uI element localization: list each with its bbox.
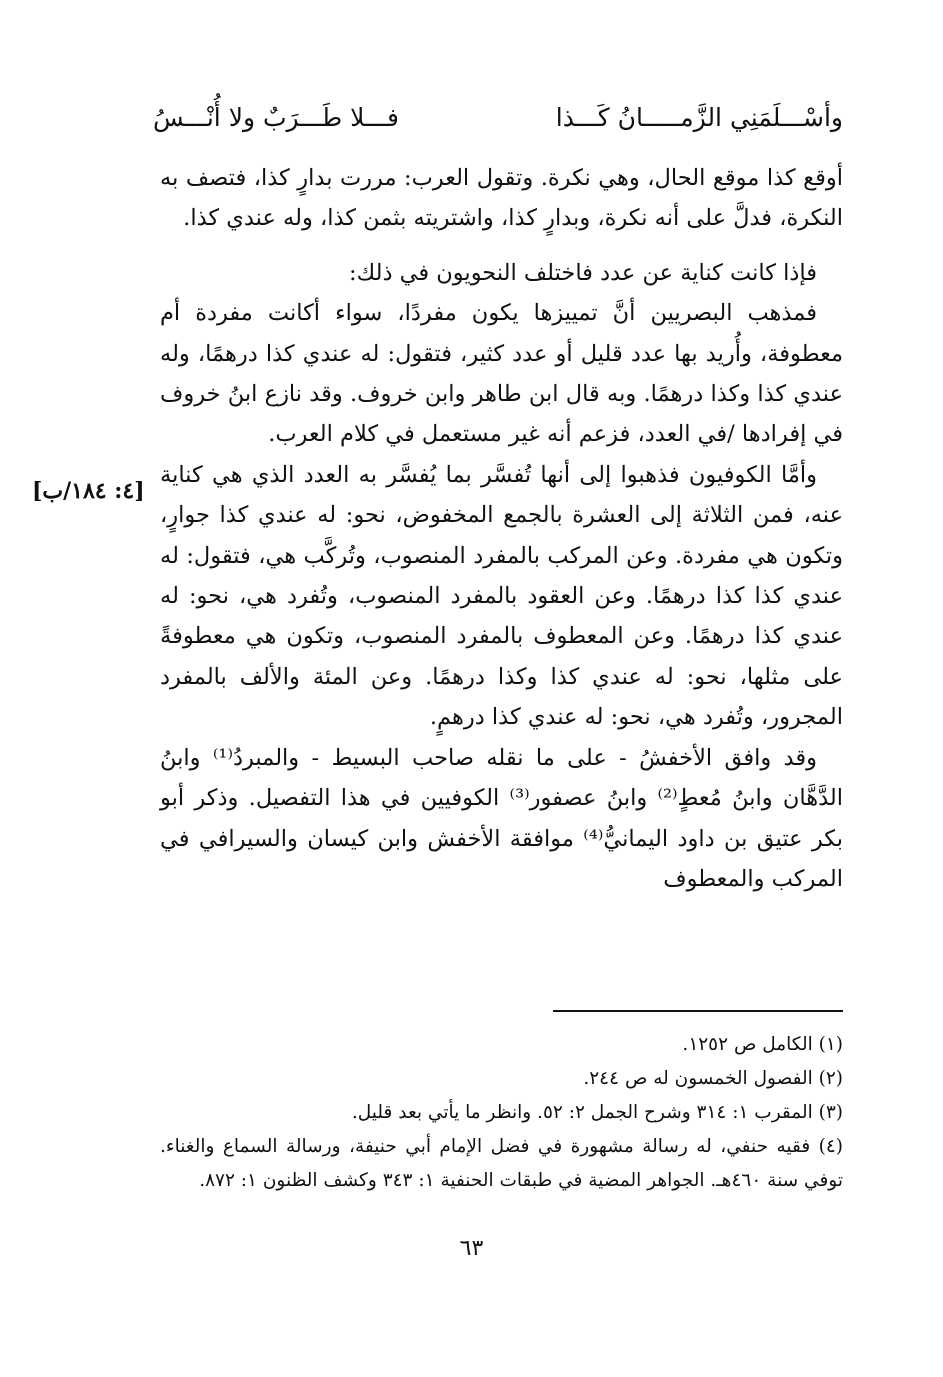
paragraph: وقد وافق الأخفشُ - على ما نقله صاحب البسيط - والمبردُ⁽¹⁾ وابنُ الدَّهَّان وابنُ مُعطٍ⁽²⁾ وابنُ عصفور⁽³⁾ الكوفيين في هذا التفصيل. وذكر أبو بكر عتيق بن داود اليمانيُّ⁽⁴⁾ موافقة الأخفش وابن كيسان والسيرافي في المركب والمعطوف xyxy=(160,744,843,892)
footnote: (٣) المقرب ١: ٣١٤ وشرح الجمل ٢: ٥٢. وانظر ما يأتي بعد قليل. xyxy=(351,1102,843,1123)
page-number: ٦٣ xyxy=(459,1236,484,1261)
verse-first-hemistich: وأسْـــلَمَنِي الزَّمـــــانُ كَـــذا xyxy=(555,103,843,132)
footnote: (٤) فقيه حنفي، له رسالة مشهورة في فضل الإمام أبي حنيفة، ورسالة السماع والغناء. توفي سنة ٤٦٠هـ. الجواهر المضية في طبقات الحنفية ١: ٣٤٣ وكشف الظنون ١: ٨٧٢. xyxy=(160,1136,843,1191)
footnote: (١) الكامل ص ١٢٥٢. xyxy=(682,1034,843,1055)
paragraph: فإذا كانت كناية عن عدد فاختلف النحويون في ذلك: xyxy=(349,259,817,286)
verse-second-hemistich: فـــلا طَـــرَبٌ ولا أُنْـــسُ xyxy=(153,103,399,132)
main-text xyxy=(160,158,843,899)
footnote: (٢) الفصول الخمسون له ص ٢٤٤. xyxy=(583,1068,843,1089)
footnote-separator xyxy=(553,1010,843,1012)
poetry-verse xyxy=(153,96,843,140)
manuscript-folio-reference: [٤: ١٨٤/ب] xyxy=(32,478,145,504)
paragraph: أوقع كذا موقع الحال، وهي نكرة. وتقول العرب: مررت بدارٍ كذا، فتصف به النكرة، فدلَّ على أنه نكرة، وبدارٍ كذا، واشتريته بثمن كذا، وله عندي كذا. xyxy=(160,165,843,232)
paragraph: وأمَّا الكوفيون فذهبوا إلى أنها تُفسَّر بما يُفسَّر به العدد الذي هي كناية عنه، فمن الثلاثة إلى العشرة بالجمع المخفوض، نحو: له عندي كذا جوارٍ، وتكون هي مفردة. وعن المركب بالمفرد المنصوب، وتُركَّب هي، فتقول: له عندي كذا كذا درهمًا. وعن العقود بالمفرد المنصوب، وتُفرد هي، نحو: له عندي كذا درهمًا. وعن المعطوف بالمفرد المنصوب، وتكون هي معطوفةً على مثلها، نحو: له عندي كذا وكذا درهمًا. وعن المئة والألف بالمفرد المجرور، وتُفرد هي، نحو: له عندي كذا درهمٍ. xyxy=(160,461,843,731)
paragraph: فمذهب البصريين أنَّ تمييزها يكون مفردًا، سواء أكانت مفردة أم معطوفة، وأُريد بها عدد قليل أو عدد كثير، فتقول: له عندي كذا درهمًا، وله عندي كذا وكذا درهمًا. وبه قال ابن طاهر وابن خروف. وقد نازع ابنُ خروف في إفرادها /في العدد، فزعم أنه غير مستعمل في كلام العرب. xyxy=(160,300,843,448)
footnotes xyxy=(160,1028,843,1198)
